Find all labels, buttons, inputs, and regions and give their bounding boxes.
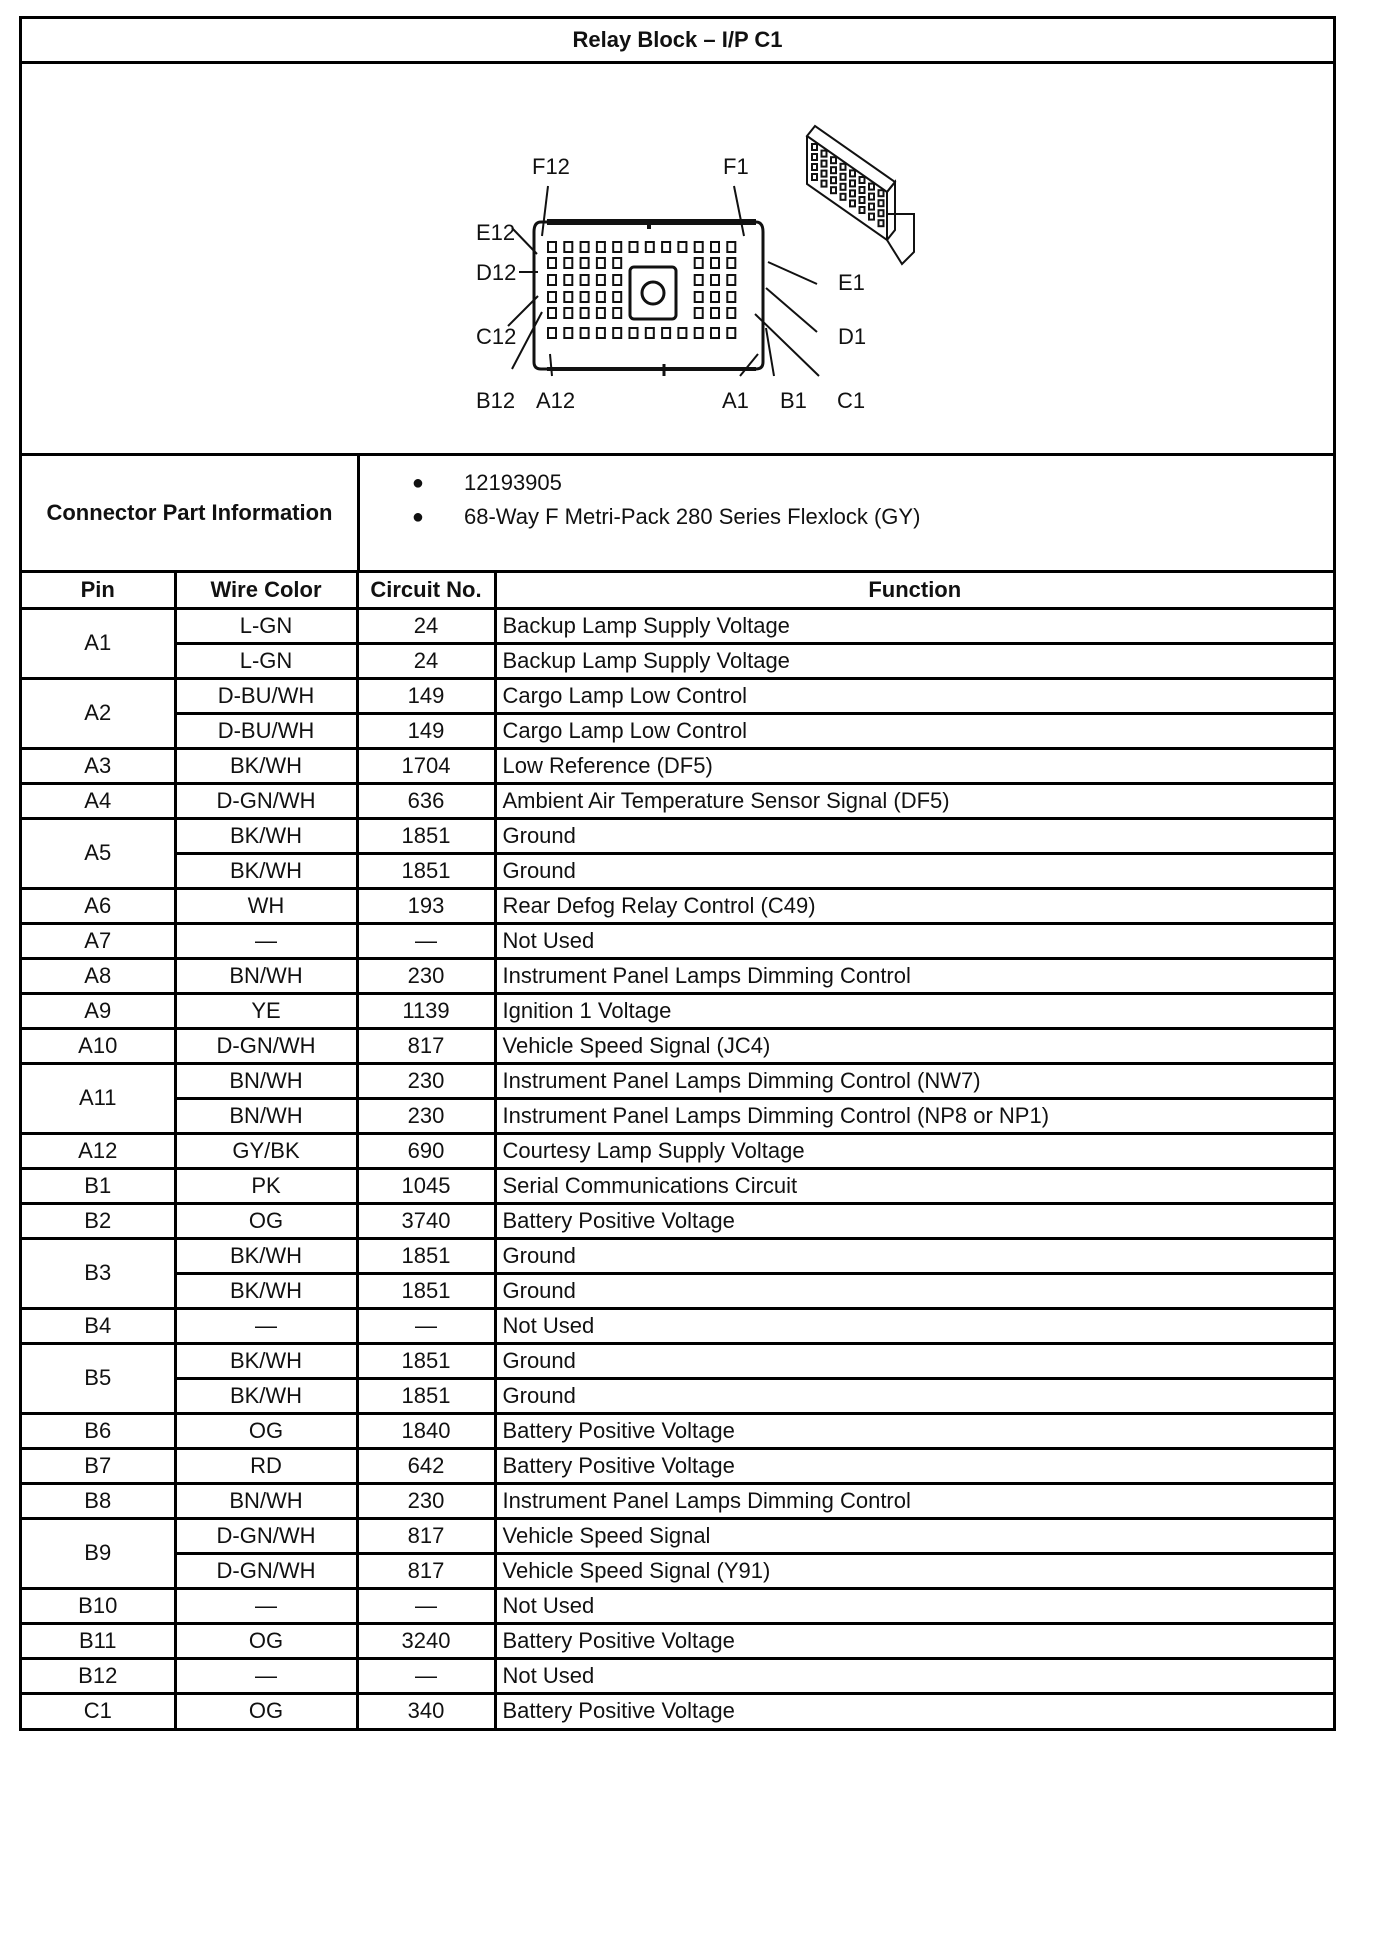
pin-cavity	[695, 242, 703, 252]
wire-color-cell: —	[175, 1588, 357, 1623]
table-row	[22, 1238, 1333, 1273]
wire-color-cell: GY/BK	[175, 1133, 357, 1168]
function-cell: Ambient Air Temperature Sensor Signal (DF5)	[495, 783, 1333, 818]
label-E12: E12	[476, 220, 516, 245]
function-cell: Instrument Panel Lamps Dimming Control	[495, 958, 1333, 993]
circuit-cell: 24	[357, 643, 495, 678]
wire-color-cell: BN/WH	[175, 1483, 357, 1518]
thumbnail-pin	[860, 177, 865, 183]
circuit-cell: 690	[357, 1133, 495, 1168]
circuit-cell: 193	[357, 888, 495, 923]
wire-color-cell: D-BU/WH	[175, 713, 357, 748]
function-cell: Battery Positive Voltage	[495, 1203, 1333, 1238]
table-row	[22, 993, 1333, 1028]
wire-color-cell: —	[175, 1658, 357, 1693]
circuit-cell: 1851	[357, 1273, 495, 1308]
circuit-cell: 3240	[357, 1623, 495, 1658]
table-row	[22, 713, 1333, 748]
pin-cell: A5	[22, 818, 175, 888]
pin-cavity	[695, 308, 703, 318]
header-pin: Pin	[22, 573, 175, 608]
pin-cavity	[613, 292, 621, 302]
wire-color-cell: RD	[175, 1448, 357, 1483]
header-circuit-no: Circuit No.	[357, 573, 495, 608]
table-row	[22, 1203, 1333, 1238]
thumbnail-pin	[822, 181, 827, 187]
thumbnail-pin	[879, 210, 884, 216]
pin-cell: B7	[22, 1448, 175, 1483]
thumbnail-pin	[850, 190, 855, 196]
table-row	[22, 1063, 1333, 1098]
wire-color-cell: —	[175, 923, 357, 958]
pin-cell: A2	[22, 678, 175, 748]
circuit-cell: 642	[357, 1448, 495, 1483]
function-cell: Battery Positive Voltage	[495, 1413, 1333, 1448]
wire-color-cell: —	[175, 1308, 357, 1343]
table-row	[22, 1518, 1333, 1553]
function-cell: Not Used	[495, 1308, 1333, 1343]
thumbnail-pin	[860, 207, 865, 213]
label-E1: E1	[838, 270, 865, 295]
pin-cavity	[581, 328, 589, 338]
circuit-cell: 817	[357, 1553, 495, 1588]
pin-cavity	[662, 242, 670, 252]
table-row	[22, 1308, 1333, 1343]
pin-cavity	[662, 328, 670, 338]
wire-color-cell: OG	[175, 1203, 357, 1238]
wire-color-cell: D-GN/WH	[175, 1553, 357, 1588]
table-row	[22, 678, 1333, 713]
bullet-icon: ●	[411, 471, 424, 494]
pin-cavity	[646, 242, 654, 252]
pin-cavity	[695, 275, 703, 285]
circuit-cell: —	[357, 1588, 495, 1623]
circuit-cell: 1840	[357, 1413, 495, 1448]
thumbnail-pin	[831, 157, 836, 163]
pin-cavity	[613, 242, 621, 252]
connector-part-information-label: Connector Part Information	[22, 456, 360, 570]
pin-cell: C1	[22, 1693, 175, 1728]
pin-cavity	[581, 258, 589, 268]
pin-cell: B3	[22, 1238, 175, 1308]
table-row	[22, 1553, 1333, 1588]
circuit-cell: 1851	[357, 853, 495, 888]
thumbnail-pin	[869, 194, 874, 200]
pin-cavity	[597, 258, 605, 268]
bullet-icon: ●	[411, 505, 424, 528]
table-row	[22, 1448, 1333, 1483]
wire-color-cell: L-GN	[175, 643, 357, 678]
pin-cavity	[564, 328, 572, 338]
thumbnail-pin	[841, 164, 846, 170]
function-cell: Ground	[495, 1378, 1333, 1413]
pin-cavity	[727, 242, 735, 252]
pin-cell: B10	[22, 1588, 175, 1623]
function-cell: Not Used	[495, 1588, 1333, 1623]
label-D1: D1	[838, 324, 867, 349]
connector-part-list	[360, 456, 1333, 570]
pin-cell: A12	[22, 1133, 175, 1168]
function-cell: Cargo Lamp Low Control	[495, 678, 1333, 713]
thumbnail-pin	[812, 164, 817, 170]
table-row	[22, 1658, 1333, 1693]
table-row	[22, 1483, 1333, 1518]
pin-cavity	[711, 275, 719, 285]
function-cell: Vehicle Speed Signal (Y91)	[495, 1553, 1333, 1588]
header-function: Function	[495, 573, 1333, 608]
pin-cavity	[678, 328, 686, 338]
header-wire-color: Wire Color	[175, 573, 357, 608]
label-D12: D12	[476, 260, 517, 285]
pin-cavity	[564, 258, 572, 268]
wire-color-cell: BK/WH	[175, 748, 357, 783]
function-cell: Vehicle Speed Signal	[495, 1518, 1333, 1553]
table-row	[22, 888, 1333, 923]
pinout-table-body	[22, 608, 1333, 1728]
thumbnail-pin	[850, 200, 855, 206]
pin-cavity	[678, 242, 686, 252]
table-header-row	[22, 573, 1333, 608]
table-row	[22, 1413, 1333, 1448]
pin-cavity	[564, 292, 572, 302]
wire-color-cell: WH	[175, 888, 357, 923]
function-cell: Instrument Panel Lamps Dimming Control (NP8 or NP1)	[495, 1098, 1333, 1133]
thumbnail-pin	[860, 197, 865, 203]
thumbnail-pin	[869, 184, 874, 190]
pin-cavity	[548, 292, 556, 302]
function-cell: Not Used	[495, 1658, 1333, 1693]
function-cell: Cargo Lamp Low Control	[495, 713, 1333, 748]
thumbnail-pin	[831, 167, 836, 173]
pin-cavity	[727, 258, 735, 268]
table-row	[22, 853, 1333, 888]
pin-cavity	[727, 292, 735, 302]
circuit-cell: 340	[357, 1693, 495, 1728]
wire-color-cell: D-GN/WH	[175, 783, 357, 818]
table-row	[22, 608, 1333, 643]
pin-cavity	[727, 328, 735, 338]
table-row	[22, 923, 1333, 958]
table-row	[22, 1588, 1333, 1623]
pin-cell: A9	[22, 993, 175, 1028]
circuit-cell: 636	[357, 783, 495, 818]
circuit-cell: 1851	[357, 818, 495, 853]
function-cell: Low Reference (DF5)	[495, 748, 1333, 783]
table-row	[22, 1133, 1333, 1168]
wire-color-cell: OG	[175, 1623, 357, 1658]
thumbnail-pin	[822, 151, 827, 157]
wire-color-cell: BK/WH	[175, 1238, 357, 1273]
connector-diagram	[22, 64, 1333, 456]
pin-cell: B9	[22, 1518, 175, 1588]
pin-cell: A10	[22, 1028, 175, 1063]
pin-cell: B11	[22, 1623, 175, 1658]
connector-description: 68-Way F Metri-Pack 280 Series Flexlock (GY)	[464, 504, 921, 529]
pin-cell: A11	[22, 1063, 175, 1133]
pin-cell: B4	[22, 1308, 175, 1343]
pin-cell: A1	[22, 608, 175, 678]
function-cell: Vehicle Speed Signal (JC4)	[495, 1028, 1333, 1063]
pin-cavity	[711, 308, 719, 318]
thumbnail-pin	[831, 187, 836, 193]
pin-cavity	[695, 258, 703, 268]
function-cell: Battery Positive Voltage	[495, 1623, 1333, 1658]
connector-part-item	[360, 466, 1333, 500]
wire-color-cell: BN/WH	[175, 958, 357, 993]
function-cell: Ground	[495, 853, 1333, 888]
pin-cavity	[727, 308, 735, 318]
table-row	[22, 1273, 1333, 1308]
wire-color-cell: D-GN/WH	[175, 1028, 357, 1063]
label-B12: B12	[476, 388, 516, 413]
table-row	[22, 783, 1333, 818]
thumbnail-pin	[850, 170, 855, 176]
circuit-cell: —	[357, 1658, 495, 1693]
thumbnail-pin	[812, 154, 817, 160]
pin-cavity	[581, 292, 589, 302]
circuit-cell: 1704	[357, 748, 495, 783]
wire-color-cell: BK/WH	[175, 1343, 357, 1378]
function-cell: Ground	[495, 818, 1333, 853]
thumbnail-pin	[812, 144, 817, 150]
connector-body	[534, 222, 763, 376]
thumbnail-pin	[841, 184, 846, 190]
wire-color-cell: D-BU/WH	[175, 678, 357, 713]
pin-cell: B1	[22, 1168, 175, 1203]
wire-color-cell: BK/WH	[175, 853, 357, 888]
circuit-cell: 817	[357, 1028, 495, 1063]
label-A12: A12	[536, 388, 576, 413]
table-row	[22, 1343, 1333, 1378]
circuit-cell: 230	[357, 958, 495, 993]
pin-cavity	[711, 242, 719, 252]
connector-document	[19, 16, 1336, 1731]
pin-cavity	[695, 328, 703, 338]
pin-cell: B12	[22, 1658, 175, 1693]
pin-cavity	[548, 275, 556, 285]
pin-cavity	[564, 242, 572, 252]
connector-part-item	[360, 500, 1333, 534]
table-row	[22, 1693, 1333, 1728]
pin-cavity	[711, 292, 719, 302]
table-row	[22, 1378, 1333, 1413]
circuit-cell: —	[357, 923, 495, 958]
pin-cavity	[613, 308, 621, 318]
pin-cell: B5	[22, 1343, 175, 1413]
wire-color-cell: PK	[175, 1168, 357, 1203]
pin-cell: A7	[22, 923, 175, 958]
function-cell: Instrument Panel Lamps Dimming Control (NW7)	[495, 1063, 1333, 1098]
pin-cavity	[548, 328, 556, 338]
pin-cavity	[548, 258, 556, 268]
part-number: 12193905	[464, 470, 562, 495]
circuit-cell: 1851	[357, 1238, 495, 1273]
label-A1: A1	[722, 388, 749, 413]
pin-cavity	[630, 242, 638, 252]
pin-cell: A8	[22, 958, 175, 993]
pin-cavity	[613, 275, 621, 285]
circuit-cell: 3740	[357, 1203, 495, 1238]
pin-cavity	[597, 275, 605, 285]
pin-cavity	[727, 275, 735, 285]
function-cell: Ground	[495, 1273, 1333, 1308]
table-row	[22, 958, 1333, 993]
function-cell: Backup Lamp Supply Voltage	[495, 643, 1333, 678]
wire-color-cell: OG	[175, 1413, 357, 1448]
connector-thumbnail	[807, 126, 914, 264]
circuit-cell: 817	[357, 1518, 495, 1553]
pin-cavity	[646, 328, 654, 338]
thumbnail-pin	[860, 187, 865, 193]
thumbnail-pin	[850, 180, 855, 186]
pin-cavity	[548, 242, 556, 252]
wire-color-cell: OG	[175, 1693, 357, 1728]
label-B1: B1	[780, 388, 807, 413]
pin-cavity	[613, 258, 621, 268]
table-row	[22, 643, 1333, 678]
thumbnail-pin	[869, 214, 874, 220]
thumbnail-pin	[879, 220, 884, 226]
pin-cavity	[711, 258, 719, 268]
pin-cavity	[597, 242, 605, 252]
function-cell: Ground	[495, 1343, 1333, 1378]
label-C1: C1	[837, 388, 866, 413]
wire-color-cell: BK/WH	[175, 1273, 357, 1308]
table-row	[22, 1028, 1333, 1063]
function-cell: Not Used	[495, 923, 1333, 958]
document-title: Relay Block – I/P C1	[22, 19, 1333, 64]
circuit-cell: 1139	[357, 993, 495, 1028]
label-F12: F12	[532, 154, 570, 179]
label-C12: C12	[476, 324, 517, 349]
connector-face-drawing	[22, 64, 1333, 453]
circuit-cell: 24	[357, 608, 495, 643]
circuit-cell: 149	[357, 678, 495, 713]
function-cell: Ground	[495, 1238, 1333, 1273]
pin-cavity	[548, 308, 556, 318]
thumbnail-pin	[831, 177, 836, 183]
pin-cavity	[597, 292, 605, 302]
thumbnail-pin	[879, 190, 884, 196]
leader-lines	[508, 186, 819, 376]
function-cell: Ignition 1 Voltage	[495, 993, 1333, 1028]
circuit-cell: 149	[357, 713, 495, 748]
pin-cavity	[581, 242, 589, 252]
thumbnail-pin	[869, 204, 874, 210]
pin-cavity	[581, 308, 589, 318]
pin-cavity	[564, 308, 572, 318]
pin-cell: B8	[22, 1483, 175, 1518]
circuit-cell: 230	[357, 1483, 495, 1518]
pin-cell: B2	[22, 1203, 175, 1238]
table-row	[22, 748, 1333, 783]
function-cell: Backup Lamp Supply Voltage	[495, 608, 1333, 643]
table-row	[22, 1098, 1333, 1133]
circuit-cell: 1851	[357, 1378, 495, 1413]
pin-cavity	[695, 292, 703, 302]
table-row	[22, 1168, 1333, 1203]
function-cell: Courtesy Lamp Supply Voltage	[495, 1133, 1333, 1168]
wire-color-cell: BK/WH	[175, 1378, 357, 1413]
thumbnail-pin	[812, 174, 817, 180]
pin-cavity	[613, 328, 621, 338]
circuit-cell: 230	[357, 1063, 495, 1098]
function-cell: Serial Communications Circuit	[495, 1168, 1333, 1203]
wire-color-cell: YE	[175, 993, 357, 1028]
thumbnail-pin	[822, 161, 827, 167]
label-F1: F1	[723, 154, 749, 179]
thumbnail-pin	[879, 200, 884, 206]
pin-cavity	[711, 328, 719, 338]
connector-part-information	[22, 456, 1333, 573]
function-cell: Instrument Panel Lamps Dimming Control	[495, 1483, 1333, 1518]
wire-color-cell: D-GN/WH	[175, 1518, 357, 1553]
pin-cell: A6	[22, 888, 175, 923]
pin-cavity	[597, 308, 605, 318]
table-row	[22, 1623, 1333, 1658]
function-cell: Rear Defog Relay Control (C49)	[495, 888, 1333, 923]
pin-cavity	[597, 328, 605, 338]
wire-color-cell: BN/WH	[175, 1098, 357, 1133]
pin-cavity	[630, 328, 638, 338]
circuit-cell: 1851	[357, 1343, 495, 1378]
circuit-cell: 230	[357, 1098, 495, 1133]
table-row	[22, 818, 1333, 853]
wire-color-cell: BN/WH	[175, 1063, 357, 1098]
wire-color-cell: BK/WH	[175, 818, 357, 853]
pin-cell: A4	[22, 783, 175, 818]
circuit-cell: —	[357, 1308, 495, 1343]
circuit-cell: 1045	[357, 1168, 495, 1203]
thumbnail-pin	[841, 194, 846, 200]
pin-cell: A3	[22, 748, 175, 783]
thumbnail-pin	[822, 171, 827, 177]
pin-cavity	[564, 275, 572, 285]
pin-cavity	[581, 275, 589, 285]
pinout-table	[22, 573, 1333, 1728]
wire-color-cell: L-GN	[175, 608, 357, 643]
pin-cell: B6	[22, 1413, 175, 1448]
function-cell: Battery Positive Voltage	[495, 1693, 1333, 1728]
thumbnail-pin	[841, 174, 846, 180]
function-cell: Battery Positive Voltage	[495, 1448, 1333, 1483]
